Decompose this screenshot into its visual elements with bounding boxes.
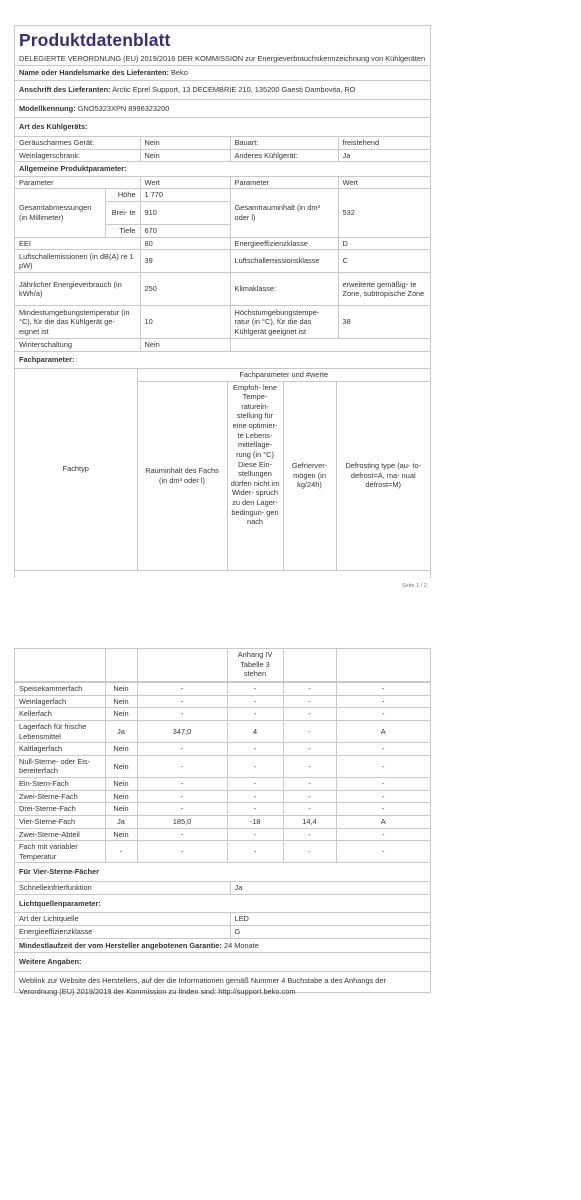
compartment-name: Drei-Sterne-Fach xyxy=(15,803,105,816)
more-info-heading: Weitere Angaben: xyxy=(15,952,430,971)
column-header: Wert xyxy=(140,176,230,189)
document-title: Produktdatenblatt xyxy=(19,30,171,50)
climate-label: Klimaklasse: xyxy=(230,273,338,306)
table-cell: Nein xyxy=(140,136,230,149)
table-row xyxy=(15,743,430,756)
table-cell xyxy=(105,649,137,682)
group-header: Fachparameter und #werte xyxy=(137,368,430,381)
compartment-volume: 185,0 xyxy=(137,815,227,828)
compartment-defrost: - xyxy=(336,778,430,791)
light-heading: Lichtquellenparameter: xyxy=(19,898,101,908)
table-cell xyxy=(15,649,105,682)
compartment-temp: - xyxy=(227,695,283,708)
compartment-freeze: - xyxy=(283,790,336,803)
compartment-freeze: - xyxy=(283,708,336,721)
four-star-heading: Für Vier-Sterne-Fächer xyxy=(19,867,99,877)
width-label: Brei- te xyxy=(105,202,140,225)
table-row xyxy=(15,778,430,791)
compartment-defrost: - xyxy=(336,708,430,721)
compartment-temp: - xyxy=(227,803,283,816)
compartment-temp: - xyxy=(227,755,283,777)
dimensions-label: Gesamtabmessungen (in Millimeter) xyxy=(15,189,105,237)
table-cell xyxy=(137,649,227,682)
compartment-defrost: A xyxy=(336,720,430,742)
table-row xyxy=(15,720,430,742)
device-type-heading: Art des Kühlgeräts: xyxy=(15,117,430,136)
table-row xyxy=(15,755,430,777)
noise-class-value: C xyxy=(338,250,430,273)
compartment-name: Speisekammerfach xyxy=(15,683,105,696)
compartment-present: Nein xyxy=(105,790,137,803)
table-row xyxy=(15,683,430,696)
light-type-label: Art der Lichtquelle xyxy=(15,913,230,926)
max-temp-label: Höchstumgebungstempe- ratur (in °C), für die das Kühlgerät geeignet ist xyxy=(230,306,338,339)
compartment-freeze: - xyxy=(283,720,336,742)
compartment-name: Zwei-Sterne-Abteil xyxy=(15,828,105,841)
light-class-label: Energieeffizienzklasse xyxy=(15,925,230,938)
table-row xyxy=(15,250,430,273)
depth-value: 670 xyxy=(140,225,230,238)
table-row xyxy=(15,828,430,841)
table-cell xyxy=(336,649,430,682)
winter-label: Winterschaltung xyxy=(15,339,140,352)
warranty-label: Mindestlaufzeit der vom Hersteller angebotenen Garantie: xyxy=(19,940,222,950)
table-row xyxy=(15,803,430,816)
compartment-freeze: - xyxy=(283,743,336,756)
model-line xyxy=(15,99,430,118)
compartment-freeze: - xyxy=(283,803,336,816)
datasheet-page-2 xyxy=(14,648,431,996)
compartment-freeze: - xyxy=(283,841,336,863)
energy-class-value: D xyxy=(338,237,430,250)
noise-label: Luftschallemissionen (in dB(A) re 1 pW) xyxy=(15,250,140,273)
consumption-label: Jährlicher Energieverbrauch (in kWh/a) xyxy=(15,273,140,306)
light-table xyxy=(15,912,430,938)
compartment-present: Nein xyxy=(105,828,137,841)
compartment-defrost: - xyxy=(336,841,430,863)
height-value: 1 770 xyxy=(140,189,230,202)
page-number: Seite 1 / 2 xyxy=(402,583,427,589)
compartments-heading: Fachparameter: xyxy=(19,354,75,364)
warranty-line xyxy=(15,939,430,953)
general-heading: Allgemeine Produktparameter: xyxy=(19,164,127,174)
climate-value: erweiterte gemäßig- te Zone, subtropische Zone xyxy=(338,273,430,306)
depth-label: Tiefe xyxy=(105,225,140,238)
table-header-row xyxy=(15,368,430,381)
address-label: Anschrift des Lieferanten: xyxy=(19,85,111,94)
table-row xyxy=(15,339,430,352)
energy-class-label: Energieeffizienzklasse xyxy=(230,237,338,250)
datasheet-page-1 xyxy=(14,25,431,578)
warranty-value: 24 Monate xyxy=(223,940,259,950)
column-header-defrost: Defrosting type (au- to-defrost=A, ma- nual defrost=M) xyxy=(336,381,430,570)
compartment-defrost: - xyxy=(336,743,430,756)
compartment-name: Kaltlagerfach xyxy=(15,743,105,756)
min-temp-label: Mindestumgebungstemperatur (in °C), für die das Kühlgerät ge- eignet ist xyxy=(15,306,140,339)
compartment-volume: - xyxy=(137,790,227,803)
height-label: Höhe xyxy=(105,189,140,202)
compartment-temp: - xyxy=(227,708,283,721)
four-star-table xyxy=(15,881,430,895)
table-cell xyxy=(230,339,338,352)
compartment-temp: - xyxy=(227,841,283,863)
light-type-value: LED xyxy=(230,913,430,926)
compartments-table xyxy=(15,648,430,682)
compartment-freeze: - xyxy=(283,828,336,841)
compartment-defrost: - xyxy=(336,790,430,803)
fast-freeze-label: Schnelleinfrierfunktion xyxy=(15,882,230,895)
fast-freeze-value: Ja xyxy=(230,882,430,895)
compartment-temp: - xyxy=(227,790,283,803)
address-value: Arctic Eprel Support, 13 DECEMBRIE 210, 135200 Gaesti Dambovita, RO xyxy=(112,85,356,94)
winter-value: Nein xyxy=(140,339,230,352)
compartment-present: Nein xyxy=(105,708,137,721)
consumption-value: 250 xyxy=(140,273,230,306)
table-row xyxy=(15,136,430,149)
compartment-temp: 4 xyxy=(227,720,283,742)
compartment-name: Fach mit variabler Temperatur xyxy=(15,841,105,863)
table-row xyxy=(15,925,430,938)
table-row xyxy=(15,882,430,895)
compartment-defrost: A xyxy=(336,815,430,828)
volume-value: 532 xyxy=(338,189,430,237)
compartment-freeze: - xyxy=(283,695,336,708)
compartment-name: Ein-Stern-Fach xyxy=(15,778,105,791)
compartment-present: Nein xyxy=(105,778,137,791)
light-class-value: G xyxy=(230,925,430,938)
compartments-header-table xyxy=(15,368,430,571)
column-header: Parameter xyxy=(230,176,338,189)
table-row xyxy=(15,237,430,250)
table-cell: Anderes Kühlgerät: xyxy=(230,149,338,162)
column-header-temp: Empfoh- lene Tempe- raturein- stellung für eine optimier- te Lebens- mittellage- rung (in °C) Diese Ein- stellungen dürfen nicht im Wider- spruch zu den Lager- bedingun- gen nach xyxy=(227,381,283,570)
table-cell: Geräuscharmes Gerät: xyxy=(15,136,140,149)
width-value: 910 xyxy=(140,202,230,225)
compartment-present: Nein xyxy=(105,683,137,696)
compartment-temp: -18 xyxy=(227,815,283,828)
compartment-volume: - xyxy=(137,755,227,777)
compartment-defrost: - xyxy=(336,683,430,696)
table-row xyxy=(15,306,430,339)
table-cell: Bauart: xyxy=(230,136,338,149)
compartment-temp: - xyxy=(227,778,283,791)
compartment-volume: - xyxy=(137,828,227,841)
eei-label: EEI xyxy=(15,237,140,250)
noise-class-label: Luftschallemissionsklasse xyxy=(230,250,338,273)
compartment-temp: - xyxy=(227,828,283,841)
table-header-row xyxy=(15,176,430,189)
compartment-volume: - xyxy=(137,841,227,863)
compartments-rows xyxy=(15,682,430,863)
compartment-volume: - xyxy=(137,695,227,708)
compartment-volume: - xyxy=(137,743,227,756)
column-header-type: Fachtyp xyxy=(15,368,137,570)
compartment-freeze: - xyxy=(283,683,336,696)
compartment-defrost: - xyxy=(336,695,430,708)
table-row xyxy=(15,815,430,828)
compartment-name: Null-Sterne- oder Eis- bereiterfach xyxy=(15,755,105,777)
volume-label: Gesamtrauminhalt (in dm³ oder l) xyxy=(230,189,338,237)
compartment-volume: - xyxy=(137,683,227,696)
compartment-name: Lagerfach für frische Lebensmittel xyxy=(15,720,105,742)
regulation-text: DELEGIERTE VERORDNUNG (EU) 2019/2016 DER KOMMISSION zur Energieverbrauchskennzeichnung von Kühlgeräten xyxy=(19,53,426,63)
table-row xyxy=(15,790,430,803)
table-cell: Nein xyxy=(140,149,230,162)
compartment-name: Kellerfach xyxy=(15,708,105,721)
table-cell: Weinlagerschrank: xyxy=(15,149,140,162)
noise-value: 39 xyxy=(140,250,230,273)
model-label: Modellkennung: xyxy=(19,103,76,113)
table-cell xyxy=(283,649,336,682)
compartment-name: Vier-Sterne-Fach xyxy=(15,815,105,828)
eei-value: 80 xyxy=(140,237,230,250)
compartment-temp: - xyxy=(227,743,283,756)
table-cell xyxy=(338,339,430,352)
compartment-volume: - xyxy=(137,708,227,721)
address-line xyxy=(15,80,430,99)
device-type-table xyxy=(15,136,430,162)
supplier-value: Beko xyxy=(170,68,188,78)
compartment-present: Nein xyxy=(105,695,137,708)
compartment-present: Nein xyxy=(105,743,137,756)
table-row xyxy=(15,149,430,162)
compartment-present: Nein xyxy=(105,755,137,777)
compartment-present: Ja xyxy=(105,720,137,742)
column-header: Parameter xyxy=(15,176,140,189)
compartment-present: Nein xyxy=(105,803,137,816)
compartment-present: - xyxy=(105,841,137,863)
compartment-name: Weinlagerfach xyxy=(15,695,105,708)
table-header-row xyxy=(15,649,430,682)
table-row xyxy=(15,913,430,926)
supplier-label: Name oder Handelsmarke des Lieferanten: xyxy=(19,68,169,78)
general-params-table xyxy=(15,176,430,352)
table-row xyxy=(15,273,430,306)
compartment-temp: - xyxy=(227,683,283,696)
table-row xyxy=(15,708,430,721)
compartment-volume: 347,0 xyxy=(137,720,227,742)
column-header: Wert xyxy=(338,176,430,189)
model-value: GNO5323XPN 8996323200 xyxy=(77,103,170,113)
table-row xyxy=(15,189,430,202)
table-row xyxy=(15,695,430,708)
compartment-freeze: 14,4 xyxy=(283,815,336,828)
compartment-freeze: - xyxy=(283,778,336,791)
min-temp-value: 10 xyxy=(140,306,230,339)
compartment-freeze: - xyxy=(283,755,336,777)
supplier-line xyxy=(15,65,430,80)
compartment-defrost: - xyxy=(336,755,430,777)
compartment-name: Zwei-Sterne-Fach xyxy=(15,790,105,803)
column-header-volume: Rauminhalt des Fachs (in dm³ oder l) xyxy=(137,381,227,570)
compartment-defrost: - xyxy=(336,828,430,841)
compartment-volume: - xyxy=(137,778,227,791)
table-cell: freistehend xyxy=(338,136,430,149)
column-header-freeze: Gefrierver- mögen (in kg/24h) xyxy=(283,381,336,570)
max-temp-value: 38 xyxy=(338,306,430,339)
column-header-temp-cont: Anhang IV Tabelle 3 stehen xyxy=(227,649,283,682)
compartment-volume: - xyxy=(137,803,227,816)
table-row xyxy=(15,841,430,863)
compartment-present: Ja xyxy=(105,815,137,828)
more-info-text: Weblink zur Website des Herstellers, auf der die Informationen gemäß Nummer 4 Buchstabe a des Anhangs der Verordnung (EU) 2019/2019 der Kommission zu finden sind: http://support.beko.com xyxy=(15,971,430,1000)
compartment-defrost: - xyxy=(336,803,430,816)
table-cell: Ja xyxy=(338,149,430,162)
